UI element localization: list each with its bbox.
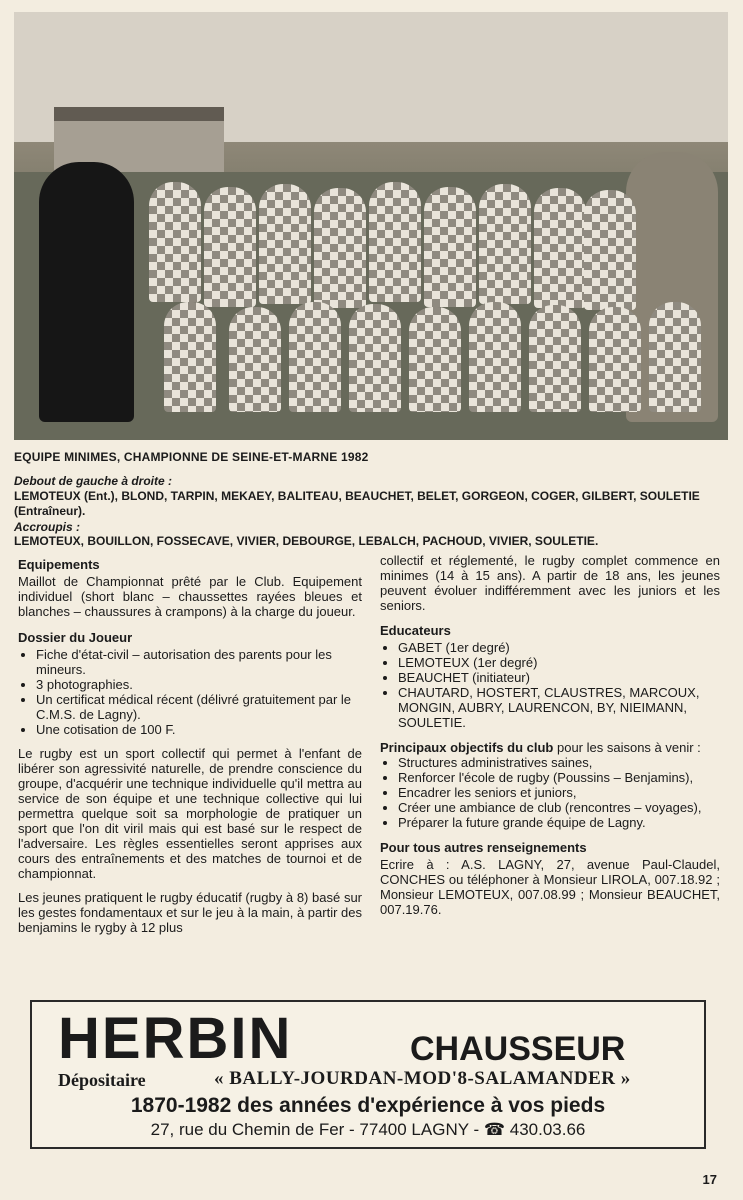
photo-player <box>529 305 581 412</box>
list-item: • Encadrer les seniors et juniors, <box>398 785 720 800</box>
left-column <box>18 557 362 935</box>
photo-coach-left <box>39 162 134 422</box>
photo-player <box>349 304 401 412</box>
list-item: • CHAUTARD, HOSTERT, CLAUSTRES, MARCOUX, MONGIN, AUBRY, LAURENCON, BY, NIEIMANN, SOULETIE. <box>398 685 720 730</box>
dossier-heading: Dossier du Joueur <box>18 630 133 645</box>
list-item: • Une cotisation de 100 F. <box>36 722 362 737</box>
caption-crouching-label: Accroupis : <box>14 520 81 534</box>
objectifs-heading: Principaux objectifs du club <box>380 740 554 755</box>
list-item: • 3 photographies. <box>36 677 362 692</box>
team-photo <box>14 12 728 440</box>
photo-player <box>259 184 311 304</box>
list-item: • Préparer la future grande équipe de Lagny. <box>398 815 720 830</box>
list-item: • Renforcer l'école de rugby (Poussins – Benjamins), <box>398 770 720 785</box>
photo-player <box>314 188 366 308</box>
list-item: • Fiche d'état-civil – autorisation des parents pour les mineurs. <box>36 647 362 677</box>
equipements-heading: Equipements <box>18 557 100 572</box>
photo-player <box>409 307 461 412</box>
caption-standing-label: Debout de gauche à droite : <box>14 474 173 488</box>
list-item: • Un certificat médical récent (délivré gratuitement par le C.M.S. de Lagny). <box>36 692 362 722</box>
ad-trade: CHAUSSEUR <box>410 1030 626 1068</box>
ad-address: 27, rue du Chemin de Fer - 77400 LAGNY - ☎ 430.03.66 <box>150 1120 586 1139</box>
rugby-paragraph-2: Les jeunes pratiquent le rugby éducatif (rugby à 8) basé sur les gestes fondamentaux et sur le jeu à la main, à partir des benjamins le rygby à 12 plus <box>18 890 362 935</box>
renseignements-text: Ecrire à : A.S. LAGNY, 27, avenue Paul-Claudel, CONCHES ou téléphoner à Monsieur LIROLA, 007.18.92 ; Monsieur LEMOTEUX, 007.08.99 ; Monsieur BEAUCHET, 007.19.76. <box>380 857 720 917</box>
dossier-list <box>18 647 362 737</box>
right-column <box>380 553 720 917</box>
photo-player <box>584 190 636 310</box>
photo-player <box>149 182 201 302</box>
list-item: • Créer une ambiance de club (rencontres – voyages), <box>398 800 720 815</box>
photo-player <box>164 302 216 412</box>
ad-shop-name: HERBIN <box>58 1006 293 1071</box>
photo-player <box>534 188 586 308</box>
herbin-advertisement <box>30 1000 706 1149</box>
list-item: • Structures administratives saines, <box>398 755 720 770</box>
photo-player <box>289 302 341 412</box>
page-number: 17 <box>702 1172 717 1187</box>
list-item: • GABET (1er degré) <box>398 640 720 655</box>
ad-depositaire: Dépositaire <box>58 1070 146 1090</box>
caption-title: EQUIPE MINIMES, CHAMPIONNE DE SEINE-ET-MARNE 1982 <box>14 450 369 464</box>
objectifs-intro-text: pour les saisons à venir : <box>553 740 701 755</box>
caption-crouching-names: LEMOTEUX, BOUILLON, FOSSECAVE, VIVIER, DEBOURGE, LEBALCH, PACHOUD, VIVIER, SOULETIE. <box>14 534 599 548</box>
educateurs-list <box>380 640 720 730</box>
photo-player <box>204 187 256 307</box>
list-item: • LEMOTEUX (1er degré) <box>398 655 720 670</box>
photo-player <box>369 182 421 302</box>
renseignements-heading: Pour tous autres renseignements <box>380 840 587 855</box>
photo-player <box>649 302 701 412</box>
rugby-paragraph: Le rugby est un sport collectif qui permet à l'enfant de libérer son agressivité naturelle, de prendre conscience du groupe, d'acquérir une technique individuelle qu'il mettra au service de son équipe et une technique collective qui lui permettra quelque soit sa morphologie de pratiquer un sport que l'on dit viril mais qui est basé sur le respect de l'adversaire. Les règles essentielles seront apprises aux cours des entraînements et des matches de tournoi et de championnat. <box>18 746 362 881</box>
photo-player <box>229 307 281 412</box>
caption-standing-names: LEMOTEUX (Ent.), BLOND, TARPIN, MEKAEY, BALITEAU, BEAUCHET, BELET, GORGEON, COGER, GILBERT, SOULETIE (Entraîneur). <box>14 489 700 518</box>
ad-years: 1870-1982 des années d'expérience à vos pieds <box>130 1094 606 1117</box>
continued-paragraph: collectif et réglementé, le rugby complet commence en minimes (14 à 15 ans). A partir de 18 ans, les jeunes peuvent évoluer indifféremment avec les juniors et les seniors. <box>380 553 720 613</box>
ad-brands: « BALLY-JOURDAN-MOD'8-SALAMANDER » <box>214 1068 631 1089</box>
objectifs-list <box>380 755 720 830</box>
objectifs-intro <box>380 740 720 755</box>
list-item: • BEAUCHET (initiateur) <box>398 670 720 685</box>
photo-player <box>469 302 521 412</box>
equipements-text: Maillot de Championnat prêté par le Club. Equipement individuel (short blanc – chaussettes rayées bleues et blanches – chaussures à crampons) à la charge du joueur. <box>18 574 362 619</box>
photo-player <box>424 187 476 307</box>
educateurs-heading: Educateurs <box>380 623 451 638</box>
photo-player <box>589 307 641 412</box>
photo-player <box>479 184 531 304</box>
